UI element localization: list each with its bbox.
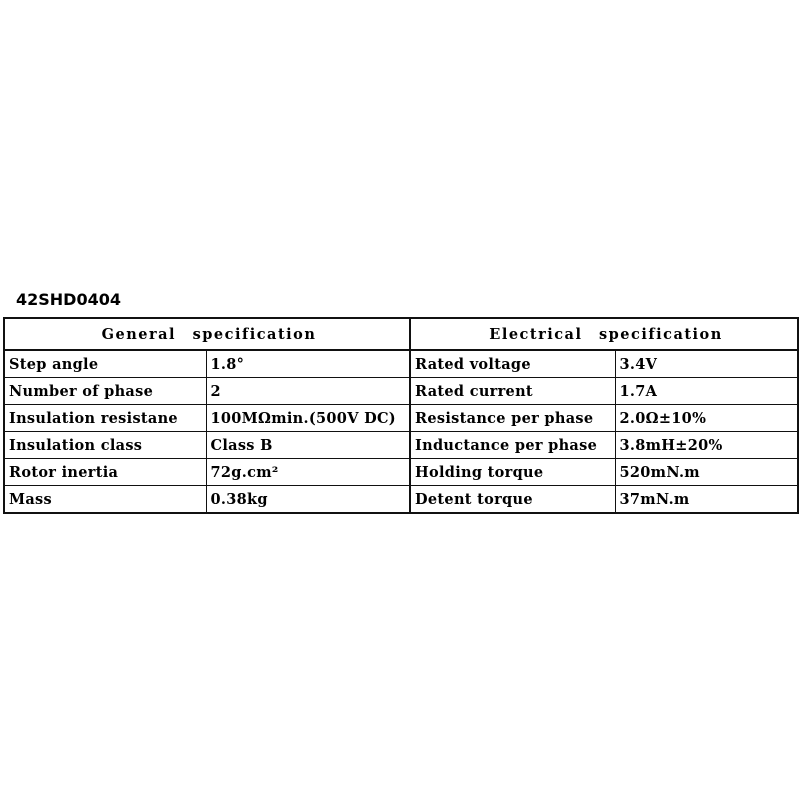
general-label: Number of phase: [4, 378, 206, 405]
general-label: Insulation class: [4, 432, 206, 459]
general-value: Class B: [206, 432, 410, 459]
general-value: 0.38kg: [206, 486, 410, 514]
electrical-label: Detent torque: [410, 486, 615, 514]
table-row: [4, 459, 798, 486]
general-label: Rotor inertia: [4, 459, 206, 486]
table-header-row: [4, 318, 798, 350]
electrical-label: Holding torque: [410, 459, 615, 486]
general-value: 1.8°: [206, 350, 410, 378]
general-label: Insulation resistane: [4, 405, 206, 432]
table-row: [4, 432, 798, 459]
electrical-value: 2.0Ω±10%: [615, 405, 798, 432]
electrical-label: Resistance per phase: [410, 405, 615, 432]
general-label: Mass: [4, 486, 206, 514]
table-row: [4, 378, 798, 405]
table-row: [4, 405, 798, 432]
general-value: 100MΩmin.(500V DC): [206, 405, 410, 432]
electrical-value: 1.7A: [615, 378, 798, 405]
electrical-label: Rated voltage: [410, 350, 615, 378]
specification-table: [3, 317, 799, 514]
table-row: [4, 486, 798, 514]
general-specification-header: General specification: [4, 318, 410, 350]
general-value: 72g.cm²: [206, 459, 410, 486]
table-row: [4, 350, 798, 378]
electrical-value: 3.8mH±20%: [615, 432, 798, 459]
model-number: 42SHD0404: [16, 290, 121, 309]
electrical-specification-header: Electrical specification: [410, 318, 798, 350]
general-value: 2: [206, 378, 410, 405]
electrical-label: Inductance per phase: [410, 432, 615, 459]
electrical-value: 37mN.m: [615, 486, 798, 514]
electrical-value: 520mN.m: [615, 459, 798, 486]
general-label: Step angle: [4, 350, 206, 378]
electrical-label: Rated current: [410, 378, 615, 405]
electrical-value: 3.4V: [615, 350, 798, 378]
